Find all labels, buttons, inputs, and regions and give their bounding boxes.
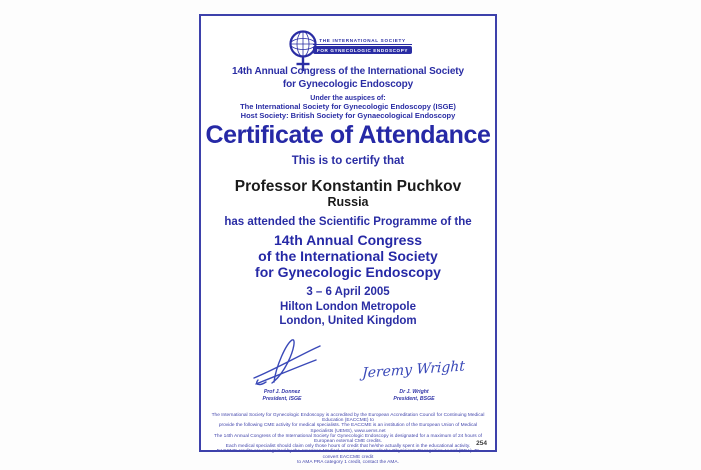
signatory-title-text: President, BSGE bbox=[393, 395, 435, 402]
logo-wordmark bbox=[313, 38, 412, 54]
congress-header bbox=[201, 66, 495, 120]
signature-scribble-donnez bbox=[216, 334, 348, 386]
signatory-name bbox=[348, 389, 480, 402]
host-society-line: Host Society: British Society for Gynaecological Endoscopy bbox=[240, 111, 456, 120]
fineprint-line: to AMA PRA category 1 credit, contact the AMA. bbox=[297, 459, 399, 465]
congress-header-line2: for Gynecologic Endoscopy bbox=[282, 78, 414, 90]
fineprint-line: provide the following CME activity for medical specialists. The EACCME is an institution of the European Union of Medical Specialists (UEMS), www.uems.net bbox=[218, 423, 478, 434]
congress-header-line1: 14th Annual Congress of the International Society bbox=[232, 66, 464, 77]
recipient-country: Russia bbox=[327, 195, 369, 209]
handwritten-name: Jeremy Wright bbox=[362, 358, 466, 382]
signature-right bbox=[348, 334, 480, 402]
certificate bbox=[199, 14, 497, 465]
congress-name-line2: of the International Society bbox=[258, 248, 438, 264]
fineprint-line: The International Society for Gynecologic Endoscopy is accredited by the European Accreditation Council for Continuing Medical Education (EACCME) to bbox=[211, 413, 485, 424]
congress-dates: 3 – 6 April 2005 bbox=[306, 286, 390, 298]
certify-line: This is to certify that bbox=[291, 155, 405, 167]
fineprint-line: Each medical specialist should claim only those hours of credit that he/she actually spent in the educational activity. bbox=[225, 444, 471, 450]
auspices-line: Under the auspices of: bbox=[310, 95, 386, 102]
society-line: The International Society for Gynecologic Endoscopy (ISGE) bbox=[240, 102, 456, 111]
handwritten-signature-icon bbox=[236, 336, 328, 386]
fineprint-line: EACCME credits are recognized by the American Medical Association towards the Physician's Recognition Award (PRA). To convert EACCME credit bbox=[216, 449, 480, 460]
congress-name-block bbox=[201, 232, 495, 280]
signature-handwriting-wright bbox=[348, 334, 480, 386]
signatory-name-text: Prof J. Donnez bbox=[263, 389, 301, 395]
fineprint-line: The 14th Annual Congress of the International Society for Gynecologic Endoscopy is designated for a maximum of 24 hours of European external CME credits. bbox=[214, 433, 482, 445]
signature-left bbox=[216, 334, 348, 402]
congress-name-line1: 14th Annual Congress bbox=[273, 232, 423, 248]
venue-name: Hilton London Metropole bbox=[279, 300, 417, 313]
congress-name-line3: for Gynecologic Endoscopy bbox=[255, 264, 441, 280]
accreditation-fineprint bbox=[209, 413, 487, 465]
logo-endoscopy-banner: FOR GYNECOLOGIC ENDOSCOPY bbox=[313, 46, 412, 54]
certificate-title: Certificate of Attendance bbox=[205, 121, 491, 149]
venue-city: London, United Kingdom bbox=[279, 315, 417, 327]
signatory-name-text: Dr J. Wright bbox=[399, 389, 429, 395]
recipient-name: Professor Konstantin Puchkov bbox=[234, 178, 462, 195]
date-venue-block bbox=[201, 285, 495, 329]
signatory-name bbox=[216, 389, 348, 402]
signatures-row bbox=[201, 334, 495, 402]
logo-society-line: THE INTERNATIONAL SOCIETY bbox=[313, 38, 412, 45]
attended-line: has attended the Scientific Programme of the bbox=[224, 216, 472, 228]
page-number: 254 bbox=[476, 440, 487, 447]
signatory-title-text: President, ISGE bbox=[262, 395, 302, 402]
